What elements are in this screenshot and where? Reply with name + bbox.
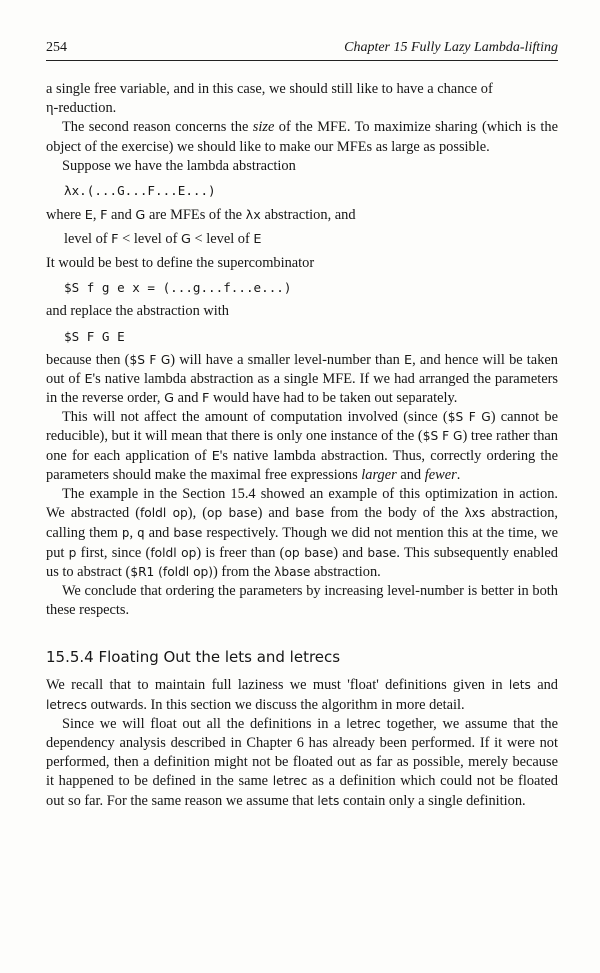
paragraph: The second reason concerns the size of the MFE. To maximize sharing (which is the object of the exercise) we should like to make our MFEs as large as possible. — [46, 119, 558, 155]
paragraph: We recall that to maintain full laziness we must 'float' definitions given in lets and letrecs outwards. In this section we discuss the algorithm in more detail. — [46, 677, 558, 713]
paragraph: a single free variable, and in this case, we should still like to have a chance of η-reduction. — [46, 81, 493, 117]
page-header — [46, 38, 558, 61]
running-head: Chapter 15 Fully Lazy Lambda-lifting — [344, 40, 558, 55]
paragraph: because then ($S F G) will have a smaller level-number than E, and hence will be taken out of E's native lambda abstraction as a single MFE. If we had arranged the parameters in the reverse order, G and F would have had to be taken out separately. — [46, 351, 558, 407]
level-ordering: level of F < level of G < level of E — [64, 231, 262, 248]
code-line: $S f g e x = (...g...f...e...) — [64, 280, 292, 296]
paragraph: Since we will float out all the definitions in a letrec together, we assume that the dependency analysis described in Chapter 6 has already been performed. If it were not performed, then a definition might not be floated out as far as possible, merely because it happened to be defined in the same letrec as a definition which could not be floated out so far. For the same reason we assume that lets contain only a single definition. — [46, 715, 558, 809]
paragraph: and replace the abstraction with — [46, 303, 230, 320]
page-number: 254 — [46, 40, 67, 55]
page-body — [46, 80, 558, 811]
paragraph: It would be best to define the supercombinator — [46, 255, 315, 272]
paragraph: Suppose we have the lambda abstraction — [62, 157, 296, 174]
paragraph: This will not affect the amount of computation involved (since ($S F G) cannot be reducible), but it will mean that there is only one instance of the ($S F G) tree rather than one for each application of E's native lambda abstraction. Thus, correctly ordering the parameters should make the maximal free expressions larger and fewer. — [46, 409, 558, 483]
paragraph: We conclude that ordering the parameters by increasing level-number is better in both these respects. — [46, 583, 558, 619]
code-line: $S F G E — [64, 328, 125, 344]
code-line: λx.(...G...F...E...) — [64, 183, 216, 199]
paragraph: The example in the Section 15.4 showed an example of this optimization in action. We abstracted (foldl op), (op base) and base from the body of the λxs abstraction, calling them p, q and base respectively. Though we did not mention this at the time, we put p first, since (foldl op) is freer than (op base) and base. This subsequently enabled us to abstract ($R1 (foldl op)) from the λbase abstraction. — [46, 486, 559, 580]
section-heading: 15.5.4 Floating Out the lets and letrecs — [46, 648, 341, 667]
paragraph: where E, F and G are MFEs of the λx abstraction, and — [46, 207, 356, 224]
